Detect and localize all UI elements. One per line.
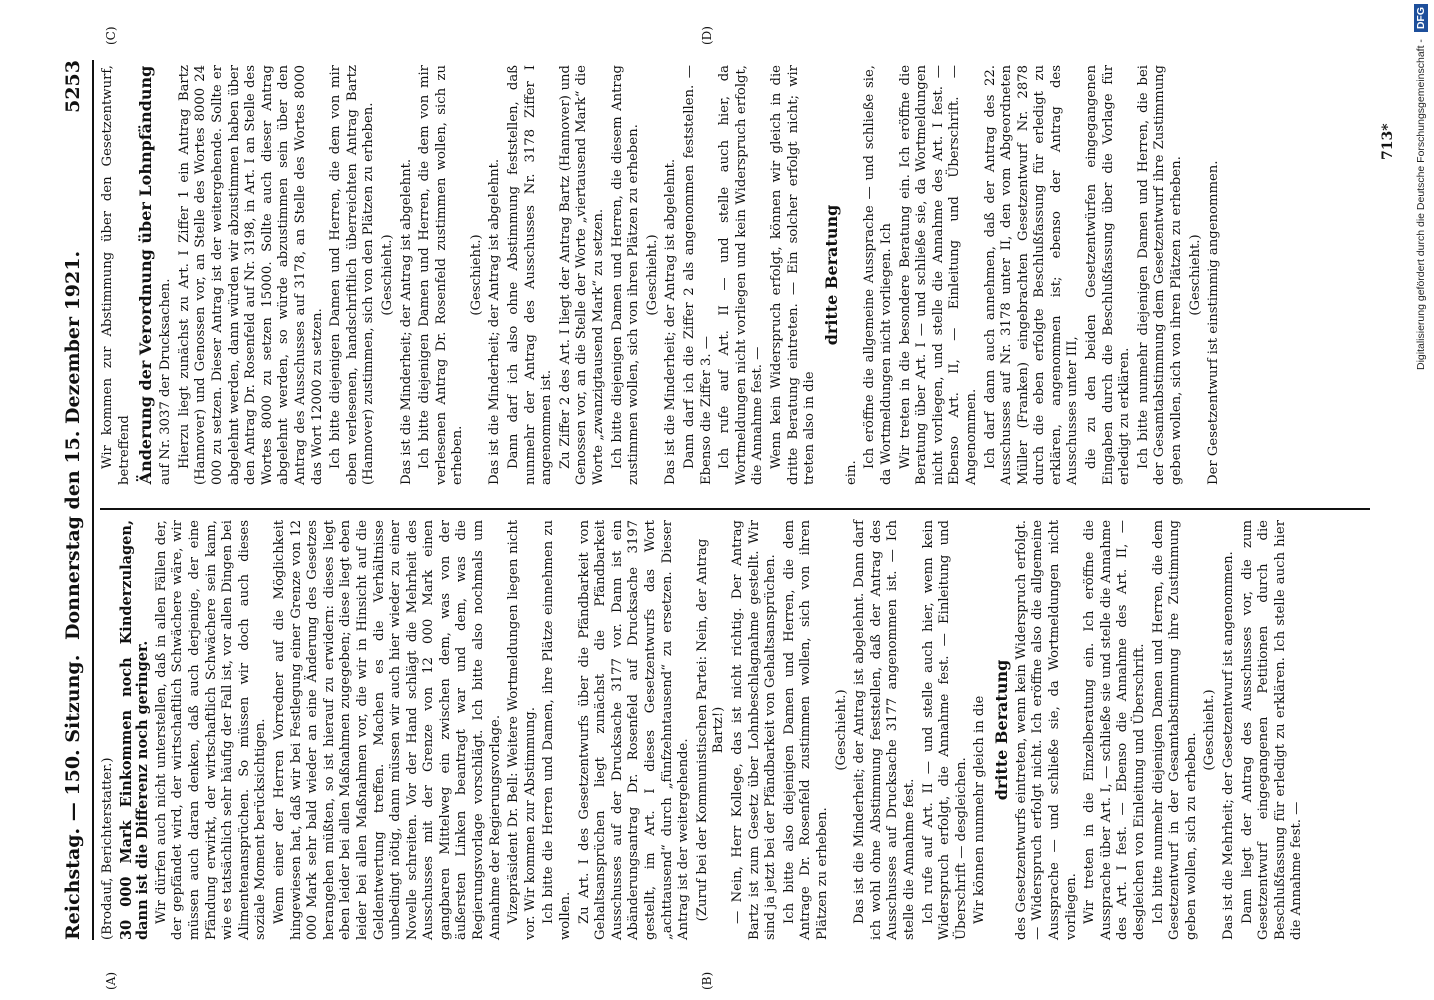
paragraph: Zu Art. I des Gesetzentwurfs über die Pfändbarkeit von Gehaltsansprüchen liegt zunächst die Pfändbarkeit Ausschusses auf der Drucksache 3177 vor. Dann ist ein Abänderungsantrag Dr. Rosenfeld auf Drucksache 3197 gestellt, im Art. I dieses Gesetzentwurfs das Wort „achttausend“ durch „fünfzehntausend“ zu ersetzen. Dieser Antrag ist der weitergehende. <box>576 520 692 940</box>
paragraph: Ich rufe auf Art. II — und stelle auch hier, da Wortmeldungen nicht vorliegen und kein Widerspruch erfolgt, die Annahme fest. — <box>717 65 766 485</box>
header-rule <box>92 60 94 940</box>
header-date: Donnerstag den 15. Dezember 1921. <box>62 250 84 640</box>
paragraph: Das ist die Minderheit; der Antrag ist abgelehnt. <box>487 158 503 485</box>
paragraph: — Nein, Herr Kollege, das ist nicht richtig. Der Antrag Bartz ist zum Gesetz über Lohnbeschlagnahme gestellt. Wir sind ja jetzt bei der Pfändbarkeit von Gehaltsansprüchen. <box>729 520 779 940</box>
interjection: (Geschieht.) <box>644 234 660 316</box>
paragraph: Dann darf ich also ohne Abstimmung feststellen, daß nunmehr der Antrag des Ausschusses Nr. 3178 Ziffer I angenommen ist. <box>506 65 555 485</box>
page-header <box>62 60 90 940</box>
paragraph: Ich bitte nunmehr diejenigen Damen und Herren, die bei der Gesamtabstimmung dem Gesetzentwurf ihre Zustimmung geben wollen, sich von ihren Plätzen zu erheben. <box>1135 65 1185 485</box>
paragraph: Wir treten in die Einzelberatung ein. Ich eröffne die Aussprache über Art. I, — schließe sie und stelle die Annahme des Art. I fest. — Ebenso die Annahme des Art. II, — desgleichen von Einleitung und Überschrift. <box>1082 520 1148 940</box>
paragraph: Ich bitte nunmehr diejenigen Damen und Herren, die dem Gesetzentwurf in der Gesamtabstimmung ihre Zustimmung geben wollen, sich zu erheben. <box>1150 520 1199 940</box>
paragraph: Wir kommen zur Abstimmung über den Gesetzentwurf, betreffend <box>100 65 132 485</box>
interjection: (Geschieht.) <box>1187 234 1203 316</box>
digitization-watermark <box>1408 4 1434 994</box>
paragraph: Wir treten in die besondere Beratung ein. Ich eröffne die Beratung über Art. I — und schließe sie, da Wortmeldungen nicht vorliegen, und stelle die Annahme des Art. I fest. — Ebenso Art. II, — Einleitung und Überschrift. — Angenommen. <box>897 65 979 485</box>
paragraph: Das ist die Minderheit; der Antrag ist abgelehnt. Dann darf ich wohl ohne Abstimmung feststellen, daß der Antrag des Ausschusses auf Drucksache 3177 angenommen ist. — Ich stelle die Annahme fest. <box>852 520 917 940</box>
paragraph: (Brodauf, Berichterstatter.) <box>100 757 115 940</box>
paragraph: Wir dürfen auch nicht unterstellen, daß in allen Fällen der, der gepfändet wird, der wirtschaftlich Schwächere wäre, wir müssen auch daran denken, daß auch derjenige, der eine Pfändung erwirkt, der wirtschaftlich Schwächere sein kann, wie es tatsächlich sehr häufig der Fall ist, vor allen Dingen bei Alimentenansprüchen. So müssen wir doch auch dieses soziale Moment berücksichtigen. <box>153 520 269 940</box>
header-page-number: 5253 <box>62 60 84 113</box>
paragraph: des Gesetzentwurfs eintreten, wenn kein Widerspruch erfolgt. — Widerspruch erfolgt nicht. Ich eröffne also die allgemeine Aussprache — und schließe sie, da Wortmeldungen nicht vorliegen. <box>1013 520 1079 940</box>
section-heading: dritte Beratung <box>991 659 1011 801</box>
interjection: (Geschieht.) <box>833 689 849 771</box>
paragraph: Das ist die Mehrheit; der Gesetzentwurf ist angenommen. <box>1221 551 1236 940</box>
paragraph: 30 000 Mark Einkommen noch Kinderzulagen, dann ist die Differenz noch geringer. <box>117 520 152 940</box>
paragraph: die zu den beiden Gesetzentwürfen eingegangenen Eingaben durch die Beschlußfassung über die Vorlage für erledigt zu erklären. <box>1084 65 1133 485</box>
interjection: (Geschieht.) <box>1202 689 1218 771</box>
section-heading: dritte Beratung <box>821 204 841 346</box>
signature-mark: 713* <box>1380 123 1396 160</box>
paragraph: Ich bitte diejenigen Damen und Herren, die dem von mir verlesenen Antrag Dr. Rosenfeld zustimmen wollen, sich zu erheben. <box>417 65 466 485</box>
margin-marker-c: (C) <box>104 26 118 45</box>
column-divider <box>100 508 1370 510</box>
interjection: (Geschieht.) <box>379 234 395 316</box>
interjection: (Geschieht.) <box>468 234 484 316</box>
paragraph: Dann liegt der Antrag des Ausschusses vor, die zum Gesetzentwurf eingegangenen Petitionen durch die Beschlußfassung für erledigt zu erklären. Ich stelle auch hier die Annahme fest. — <box>1239 520 1305 940</box>
paragraph: Das ist die Minderheit; der Antrag ist abgelehnt. <box>398 158 414 485</box>
paragraph: Ich eröffne die allgemeine Aussprache — und schließe sie, da Wortmeldungen nicht vorliegen. Ich <box>862 65 894 485</box>
paragraph: Ich bitte diejenigen Damen und Herren, die diesem Antrag zustimmen wollen, sich von ihren Plätzen zu erheben. <box>609 65 642 485</box>
paragraph: Zu Ziffer 2 des Art. I liegt der Antrag Bartz (Hannover) und Genossen vor, an die Stelle der Worte „viertausend Mark“ die Worte „zwanzigtausend Mark“ zu setzen. <box>557 65 607 485</box>
paragraph: Ich bitte die Herren und Damen, ihre Plätze einnehmen zu wollen. <box>541 520 574 940</box>
paragraph: ein. <box>843 460 859 485</box>
interjection: (Zuruf bei der Kommunistischen Partei: Nein, der Antrag Bartz!) <box>694 538 727 922</box>
paragraph: Ich darf dann auch annehmen, daß der Antrag des 22. Ausschusses auf Nr. 3178 unter II, den vom Abgeordneten Müller (Franken) eingebrachten Gesetzentwurf Nr. 2878 durch die eben erfolgte Beschlußfassung für erledigt zu erklären, angenommen ist; ebenso der Antrag des Ausschusses unter III, <box>982 65 1081 485</box>
paragraph: Wenn einer der Herren Vorredner auf die Möglichkeit hingewiesen hat, daß wir bei Festlegung einer Grenze von 12 000 Mark sehr bald wieder an eine Änderung des Gesetzes herangehen müßten, so ist hierauf zu erwidern: dieses liegt eben leider bei allen Maßnahmen zugegeben; diese liegt eben leider bei allen Maßnahmen vor, die wir in Hinsicht auf die Geldentwertung treffen. Machen es die Verhältnisse unbedingt nötig, dann müssen wir auch hier wieder zu einer Novelle schreiten. Vor der Hand schlägt die Mehrheit des Ausschusses mit der Grenze von 12 000 Mark einen gangbaren Mittelweg ein zwischen dem, was von der äußersten Linken beantragt war und dem, was die Regierungsvorlage vorschlägt. Ich bitte also nochmals um Annahme der Regierungsvorlage. <box>271 520 503 940</box>
paragraph: Ich bitte diejenigen Damen und Herren, die dem von mir eben verlesenen, handschriftlich überreichten Antrag Bartz (Hannover) zustimmen, sich von den Plätzen zu erheben. <box>328 65 377 485</box>
paragraph: Hierzu liegt zunächst zu Art. I Ziffer 1 ein Antrag Bartz (Hannover) und Genossen vor, an Stelle des Wortes 8000 24 000 zu setzen. Dieser Antrag ist der weitergehende. Sollte er abgelehnt werden, dann würden wir abzustimmen haben über den Antrag Dr. Rosenfeld auf Nr. 3198, in Art. I an Stelle des Wortes 8000 zu setzen 15000. Sollte auch dieser Antrag abgelehnt werden, so würde abzustimmen sein über den Antrag des Ausschusses auf 3178, an Stelle des Wortes 8000 das Wort 12000 zu setzen. <box>176 65 325 485</box>
paragraph: Ich bitte also diejenigen Damen und Herren, die dem Antrage Dr. Rosenfeld zustimmen wollen, sich von ihren Plätzen zu erheben. <box>781 520 830 940</box>
section-heading: Änderung der Verordnung über Lohnpfändung <box>136 65 156 485</box>
right-text-column <box>100 65 1225 485</box>
header-session: Reichstag. — 150. Sitzung. <box>62 654 84 940</box>
dfg-logo: DFG <box>1414 4 1428 32</box>
paragraph: Das ist die Minderheit; der Antrag ist abgelehnt. <box>663 158 679 485</box>
left-text-column <box>100 520 1308 940</box>
paragraph: Wenn kein Widerspruch erfolgt, können wir gleich in die dritte Beratung eintreten. — Ein solcher erfolgt nicht; wir treten also in die <box>768 65 818 485</box>
margin-marker-b: (B) <box>700 971 714 990</box>
watermark-text: Digitalisierung gefördert durch die Deutsche Forschungsgemeinschaft - <box>1415 39 1427 371</box>
margin-marker-d: (D) <box>700 26 714 45</box>
margin-marker-a: (A) <box>104 971 118 990</box>
paragraph: Vizepräsident Dr. Bell: Weitere Wortmeldungen liegen nicht vor. Wir kommen zur Abstimmung. <box>506 520 538 940</box>
paragraph: Ich rufe auf Art. II — und stelle auch hier, wenn kein Widerspruch erfolgt, die Annahme fest. — Einleitung und Überschrift — desgleichen. <box>920 520 969 940</box>
paragraph: Der Gesetzentwurf ist einstimmig angenommen. <box>1206 160 1222 485</box>
paragraph: Dann darf ich die Ziffer 2 als angenommen feststellen. — Ebenso die Ziffer 3. — <box>682 65 714 485</box>
paragraph: auf Nr. 3037 der Drucksachen. <box>158 278 174 485</box>
paragraph: Wir können nunmehr gleich in die <box>972 695 988 924</box>
